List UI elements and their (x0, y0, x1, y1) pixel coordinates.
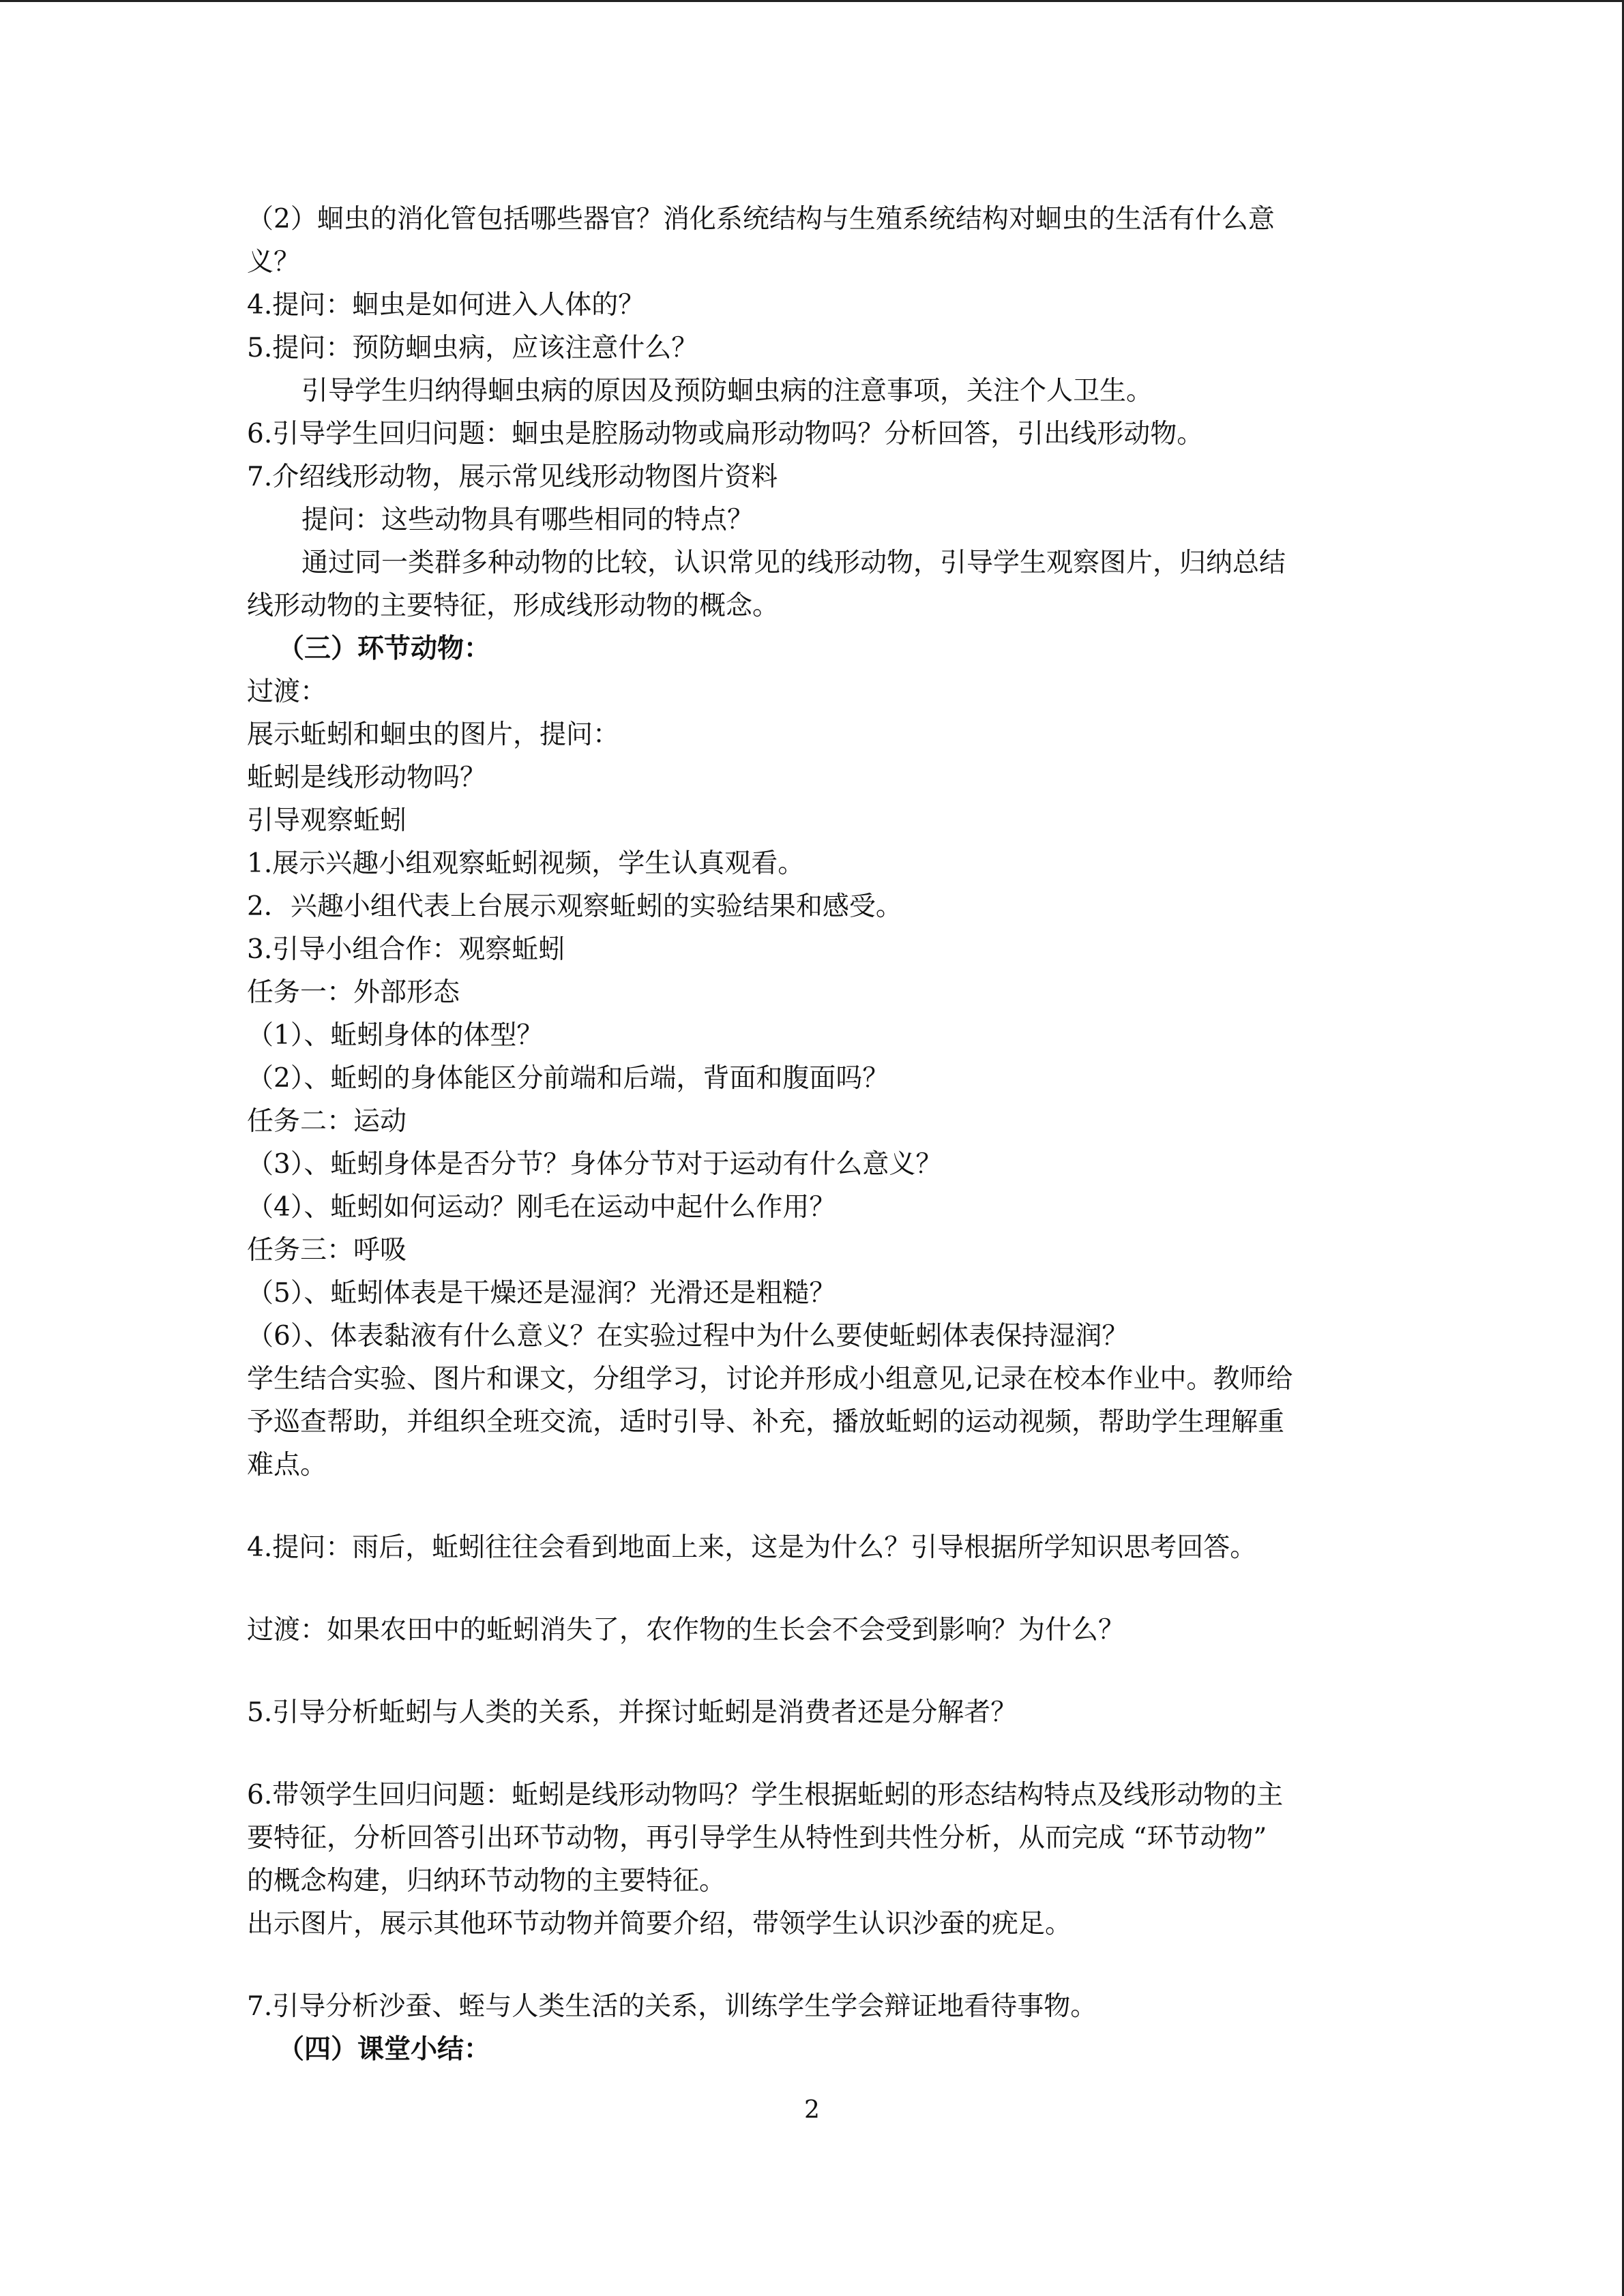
document-body (247, 198, 1393, 2071)
page-top-border (0, 0, 1624, 2)
text-line: （2）、蚯蚓的身体能区分前端和后端，背面和腹面吗？ (247, 1063, 889, 1094)
text-line: （1）、蚯蚓身体的体型？ (247, 1020, 544, 1051)
text-line: 引导观察蚯蚓 (247, 805, 407, 836)
text-line: 5.提问：预防蛔虫病，应该注意什么？ (247, 333, 698, 363)
text-line: 3.引导小组合作：观察蚯蚓 (247, 934, 565, 965)
text-line: 出示图片，展示其他环节动物并简要介绍，带领学生认识沙蚕的疣足。 (247, 1909, 1072, 1939)
page-number: 2 (804, 2096, 820, 2124)
text-line: 5.引导分析蚯蚓与人类的关系，并探讨蚯蚓是消费者还是分解者？ (247, 1697, 1018, 1728)
text-line: 引导学生归纳得蛔虫病的原因及预防蛔虫病的注意事项，关注个人卫生。 (301, 376, 1153, 406)
text-line: 6.带领学生回归问题：蚯蚓是线形动物吗？学生根据蚯蚓的形态结构特点及线形动物的主 (247, 1780, 1284, 1810)
text-line: 难点。 (247, 1450, 327, 1480)
text-line: 4.提问：蛔虫是如何进入人体的？ (247, 290, 645, 320)
text-line: 线形动物的主要特征，形成线形动物的概念。 (247, 591, 780, 621)
text-line: 7.引导分析沙蚕、蛭与人类生活的关系，训练学生学会辩证地看待事物。 (247, 1991, 1097, 2022)
text-line: 任务三：呼吸 (247, 1235, 407, 1266)
text-line: 2．兴趣小组代表上台展示观察蚯蚓的实验结果和感受。 (247, 891, 902, 922)
text-line: 蚯蚓是线形动物吗？ (247, 762, 487, 793)
text-line: （2）蛔虫的消化管包括哪些器官？消化系统结构与生殖系统结构对蛔虫的生活有什么意 (247, 204, 1275, 235)
text-line: （5）、蚯蚓体表是干燥还是湿润？光滑还是粗糙？ (247, 1278, 836, 1309)
text-line: （3）、蚯蚓身体是否分节？身体分节对于运动有什么意义？ (247, 1149, 943, 1180)
text-line: 通过同一类群多种动物的比较，认识常见的线形动物，引导学生观察图片，归纳总结 (301, 548, 1286, 578)
text-line: 任务一：外部形态 (247, 977, 460, 1008)
text-line: 4.提问：雨后，蚯蚓往往会看到地面上来，这是为什么？引导根据所学知识思考回答。 (247, 1532, 1257, 1563)
text-line: 7.介绍线形动物，展示常见线形动物图片资料 (247, 462, 778, 492)
text-line: 展示蚯蚓和蛔虫的图片，提问： (247, 719, 620, 750)
paragraph-gap (247, 1652, 1393, 1691)
paragraph-gap (247, 1487, 1393, 1526)
paragraph-gap (247, 1945, 1393, 1985)
text-line: 1.展示兴趣小组观察蚯蚓视频，学生认真观看。 (247, 848, 805, 879)
section-heading: （三）环节动物： (278, 633, 491, 664)
text-line: （6）、体表黏液有什么意义？在实验过程中为什么要使蚯蚓体表保持湿润？ (247, 1321, 1129, 1352)
text-line: 任务二：运动 (247, 1106, 407, 1137)
text-line: 义？ (247, 247, 301, 278)
paragraph-gap (247, 1734, 1393, 1774)
text-line: 过渡：如果农田中的蚯蚓消失了，农作物的生长会不会受到影响？为什么？ (247, 1615, 1125, 1645)
text-line: 过渡： (247, 676, 327, 707)
text-line: 要特征，分析回答引出环节动物，再引导学生从特性到共性分析，从而完成 “环节动物” (247, 1823, 1267, 1853)
text-line: 学生结合实验、图片和课文，分组学习，讨论并形成小组意见,记录在校本作业中。教师给 (247, 1364, 1293, 1395)
section-heading: （四）课堂小结： (278, 2033, 491, 2065)
text-line: （4）、蚯蚓如何运动？刚毛在运动中起什么作用？ (247, 1192, 836, 1223)
text-line: 6.引导学生回归问题：蛔虫是腔肠动物或扁形动物吗？分析回答，引出线形动物。 (247, 419, 1204, 449)
paragraph-gap (247, 1569, 1393, 1609)
text-line: 予巡查帮助，并组织全班交流，适时引导、补充，播放蚯蚓的运动视频，帮助学生理解重 (247, 1407, 1285, 1437)
text-line: 提问：这些动物具有哪些相同的特点？ (301, 505, 754, 535)
text-line: 的概念构建，归纳环节动物的主要特征。 (247, 1866, 726, 1896)
